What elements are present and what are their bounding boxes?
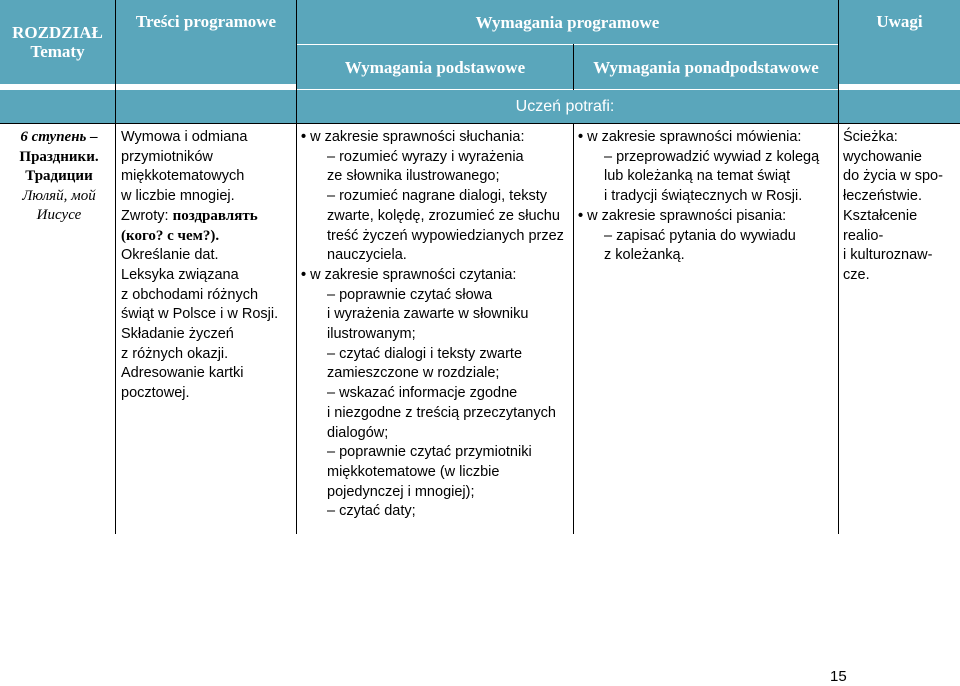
page-number: 15 [830,668,847,685]
content-line: Określanie dat. [121,247,219,264]
advanced-line: z koleżanką. [604,247,685,264]
notes-line: Kształcenie [843,207,918,224]
basic-heading-listening [301,128,573,148]
notes-line: wychowanie [843,148,922,165]
bullet-icon: • [301,266,307,283]
content-bold-verb: поздравлять [172,207,258,224]
notes-line: i kulturoznaw- [843,247,933,264]
notes-cell [843,128,958,286]
header-advanced-requirements-label: Wymagania ponadpodstawowe [593,57,819,77]
content-line: Adresowanie kartki [121,365,244,382]
header-notes [839,0,960,84]
advanced-requirements-cell [578,128,836,266]
advanced-heading-writing-text: w zakresie sprawności pisania: [587,207,787,224]
notes-line: łeczeństwie. [843,188,922,205]
basic-line: – czytać daty; [327,503,416,520]
header-basic-requirements-label: Wymagania podstawowe [344,57,526,77]
bullet-icon: • [578,129,584,145]
divider [296,0,297,534]
notes-line: cze. [843,266,870,283]
advanced-heading-writing [578,207,836,227]
bullet-icon: • [578,207,584,224]
basic-line: – rozumieć wyrazy i wyrażenia [327,148,524,165]
topic-line: Традиции [25,168,93,184]
basic-line: pojedynczej i mnogiej); [327,483,475,500]
header-basic-requirements [297,45,573,89]
divider [0,123,960,124]
advanced-heading-speaking [578,128,836,148]
divider [573,123,574,534]
notes-line: do życia w spo- [843,168,943,185]
basic-heading-listening-text: w zakresie sprawności słuchania: [310,129,525,145]
topic-cell [4,128,114,226]
bullet-icon: • [301,129,307,145]
basic-requirements-cell [301,128,573,522]
basic-line: ze słownika ilustrowanego; [327,168,500,185]
basic-line: nauczyciela. [327,247,407,264]
basic-line: miękkotematowe (w liczbie [327,463,500,480]
content-line: w liczbie mnogiej. [121,188,235,205]
header-chapter-topics [0,0,115,84]
content-line: z obchodami różnych [121,286,259,303]
basic-line: – poprawnie czytać przymiotniki [327,444,532,461]
header-advanced-requirements [574,45,838,89]
content-line: z różnych okazji. [121,345,229,362]
content-cell [121,128,293,404]
basic-line: – poprawnie czytać słowa [327,286,493,303]
content-line: Składanie życzeń [121,326,234,343]
content-line: Leksyka związana [121,266,239,283]
notes-line: Ścieżka: [843,129,898,145]
basic-line: dialogów; [327,424,389,441]
notes-line: realio- [843,227,884,244]
basic-line: – rozumieć nagrane dialogi, teksty [327,188,548,205]
advanced-heading-speaking-text: w zakresie sprawności mówienia: [587,129,802,145]
basic-line: ilustrowanym; [327,326,416,343]
content-line-phrases [121,207,293,227]
basic-line: – czytać dialogi i teksty zwarte [327,345,523,362]
header-program-requirements-label: Wymagania programowe [475,12,660,32]
header-topics-label: Tematy [30,42,85,61]
basic-line: zamieszczone w rozdziale; [327,365,500,382]
header-student-can-label: Uczeń potrafi: [515,98,615,115]
basic-line: – wskazać informacje zgodne [327,385,518,402]
topic-line: Праздники. [19,148,99,165]
topic-song-line: Люляй, мой [22,187,96,204]
header-program-requirements [297,0,838,44]
topic-line: 6 ступень – [20,129,98,145]
advanced-line: – zapisać pytania do wywiadu [604,227,796,244]
header-notes-label: Uwagi [876,12,923,31]
basic-line: i wyrażenia zawarte w słowniku [327,306,529,323]
content-line: przymiotników [121,148,213,165]
content-line: Wymowa i odmiana [121,129,248,145]
basic-heading-reading [301,266,573,286]
content-phrases-label: Zwroty: [121,207,173,224]
content-line: (кого? с чем?). [121,227,220,244]
content-line: pocztowej. [121,385,190,402]
advanced-line: lub koleżanką na temat świąt [604,168,791,185]
basic-line: zwarte, kolędę, zrozumieć ze słuchu [327,207,560,224]
content-line: miękkotematowych [121,168,245,185]
divider [573,44,574,90]
basic-line: i niezgodne z treścią przeczytanych [327,404,556,421]
advanced-line: – przeprowadzić wywiad z kolegą [604,148,820,165]
header-program-content [116,0,296,84]
basic-line: treść życzeń wypowiedzianych przez [327,227,564,244]
advanced-line: i tradycji świątecznych w Rosji. [604,188,803,205]
content-line: świąt w Polsce i w Rosji. [121,306,279,323]
divider [838,0,839,534]
divider [115,0,116,534]
topic-song-line: Иисусе [36,207,82,223]
header-program-content-label: Treści programowe [135,12,277,31]
basic-heading-reading-text: w zakresie sprawności czytania: [310,266,517,283]
header-student-can [0,90,960,123]
header-chapter-label: ROZDZIAŁ [12,23,103,42]
